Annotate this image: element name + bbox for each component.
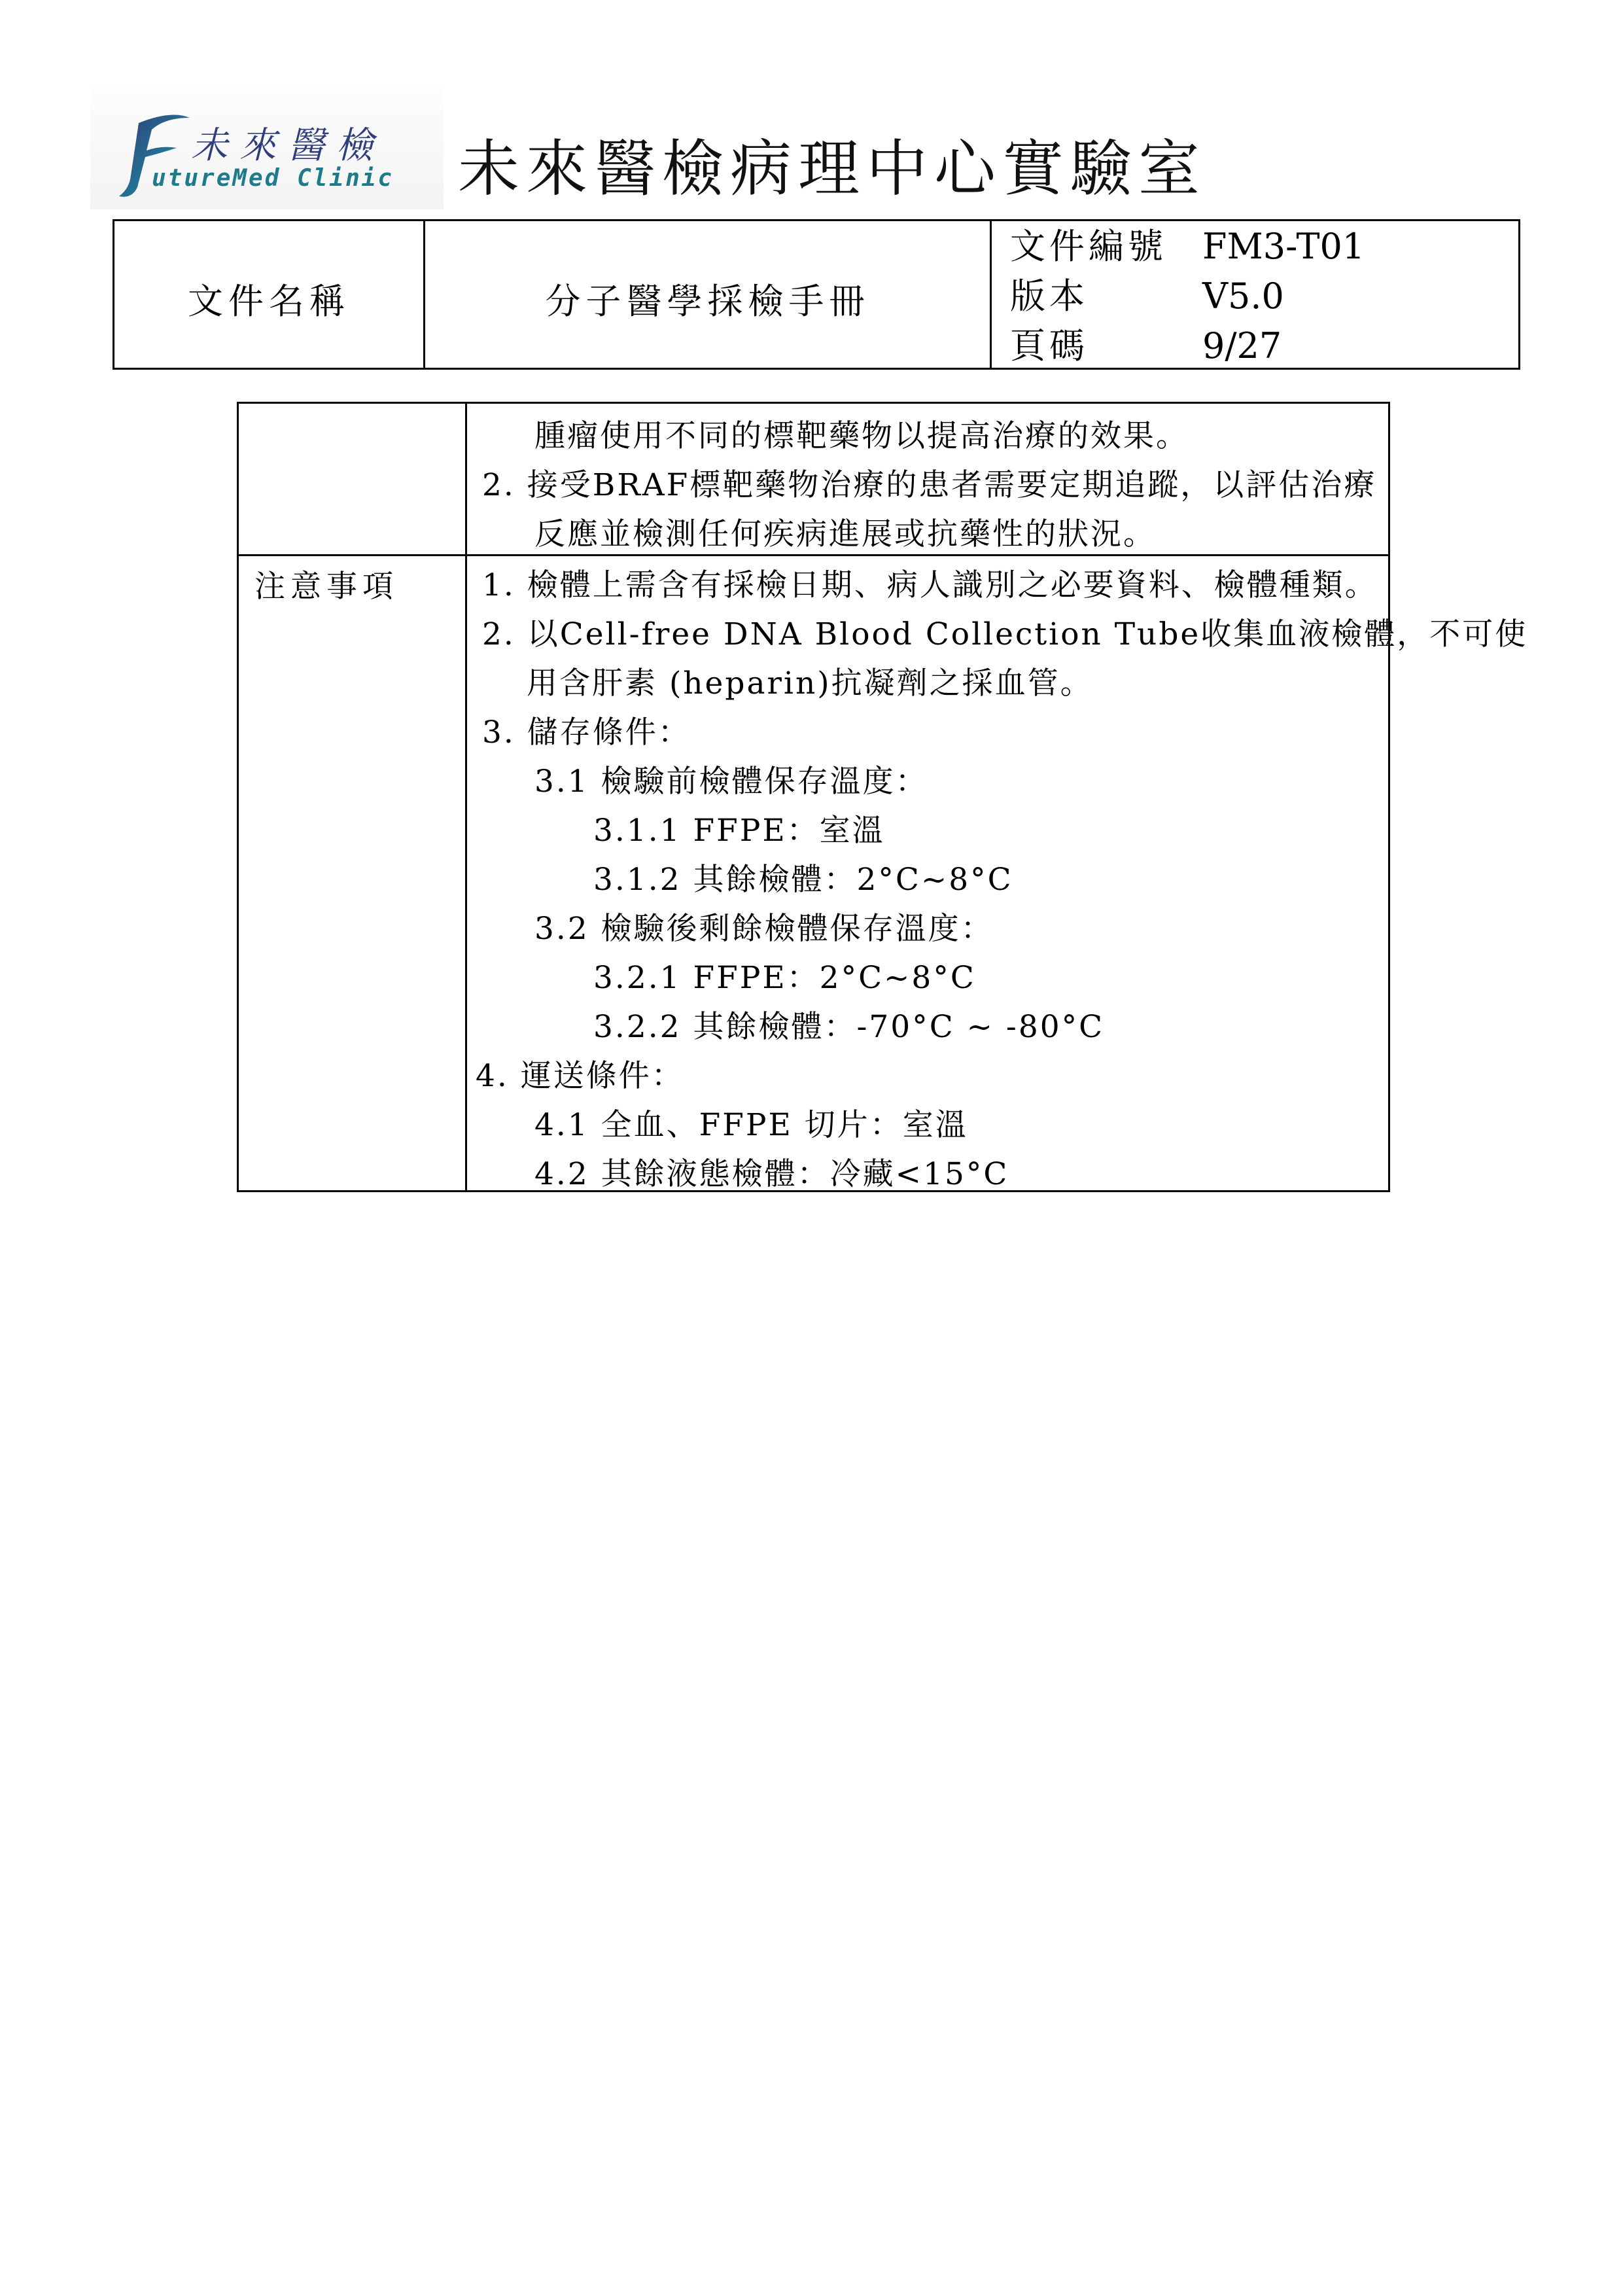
logo-english-text: utureMed Clinic xyxy=(152,165,394,192)
column-divider xyxy=(465,404,467,1190)
logo-chinese-text: 未來醫檢 xyxy=(191,124,385,167)
notes-line: 3.1.1 FFPE：室溫 xyxy=(593,813,885,849)
document-info-table xyxy=(113,219,1520,370)
notes-line: 4.2 其餘液態檢體：冷藏<15°C xyxy=(534,1156,1009,1192)
continuation-line: 腫瘤使用不同的標靶藥物以提高治療的效果。 xyxy=(534,418,1189,454)
notes-line: 2. 以Cell-free DNA Blood Collection Tube收集血液檢體，不可使 xyxy=(482,616,1528,652)
notes-line: 4. 運送條件： xyxy=(476,1058,684,1094)
notes-line: 3.2 檢驗後剩餘檢體保存溫度： xyxy=(534,911,994,947)
page-number-label: 頁碼 xyxy=(1010,325,1089,366)
notes-line: 3.1.2 其餘檢體：2°C~8°C xyxy=(593,862,1013,898)
notes-line: 3. 儲存條件： xyxy=(482,715,691,751)
row-divider xyxy=(239,554,1388,556)
notes-line: 3.2.1 FFPE：2°C~8°C xyxy=(593,960,976,996)
doc-name-value: 分子醫學採檢手冊 xyxy=(545,281,870,322)
continuation-line: 反應並檢測任何疾病進展或抗藥性的狀況。 xyxy=(534,516,1156,552)
content-table xyxy=(237,402,1528,1192)
doc-meta-cell xyxy=(992,221,1518,368)
version-label: 版本 xyxy=(1010,275,1089,317)
doc-name-label-cell xyxy=(114,221,425,368)
version-value: V5.0 xyxy=(1202,275,1284,317)
notes-label: 注意事項 xyxy=(254,569,398,605)
notes-line: 用含肝素 (heparin)抗凝劑之採血管。 xyxy=(527,665,1093,701)
page-number-value: 9/27 xyxy=(1202,325,1282,366)
notes-line: 1. 檢體上需含有採檢日期、病人識別之必要資料、檢體種類。 xyxy=(482,567,1378,603)
notes-line: 4.1 全血、FFPE 切片：室溫 xyxy=(534,1107,968,1143)
doc-name-label: 文件名稱 xyxy=(188,281,350,322)
doc-number-row xyxy=(1010,222,1365,271)
doc-number-label: 文件編號 xyxy=(1010,226,1167,267)
page-number-row xyxy=(1010,322,1282,370)
notes-line: 3.2.2 其餘檢體：-70°C ~ -80°C xyxy=(593,1009,1105,1045)
doc-name-value-cell xyxy=(425,221,992,368)
version-row xyxy=(1010,272,1284,321)
continuation-line: 2. 接受BRAF標靶藥物治療的患者需要定期追蹤，以評估治療 xyxy=(482,467,1377,503)
notes-line: 3.1 檢驗前檢體保存溫度： xyxy=(534,764,928,800)
page-title: 未來醫檢病理中心實驗室 xyxy=(458,133,1207,205)
doc-number-value: FM3-T01 xyxy=(1202,226,1365,267)
